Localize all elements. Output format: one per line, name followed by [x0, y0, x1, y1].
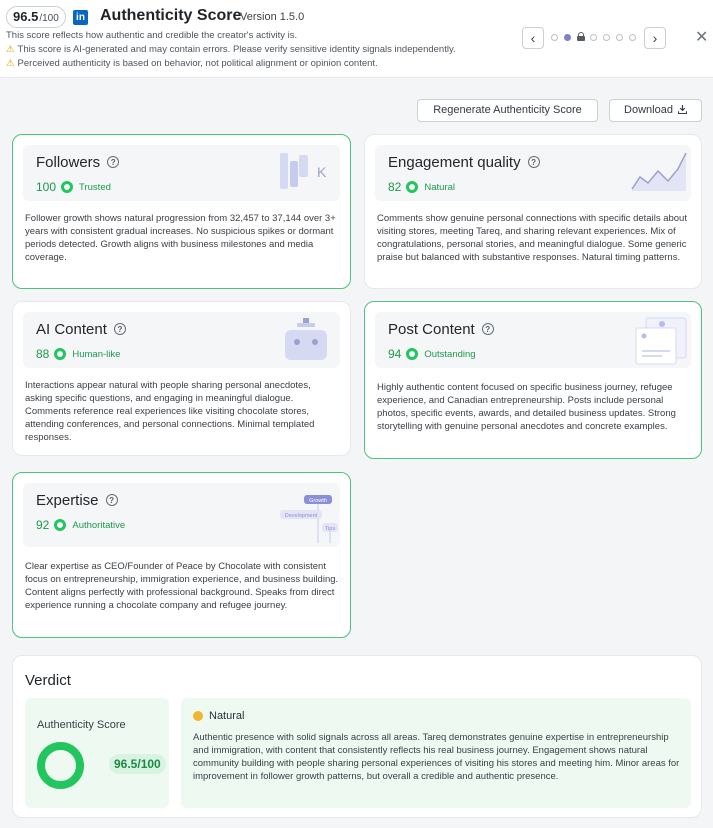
card-title	[36, 492, 118, 509]
score-ring-icon	[61, 181, 73, 193]
card-score-value: 82	[388, 180, 402, 194]
card-title	[36, 321, 126, 338]
card-tag: Authoritative	[72, 519, 126, 531]
card-title-text: AI Content	[36, 321, 107, 338]
pager-dot-active[interactable]	[564, 34, 571, 41]
info-icon[interactable]: ?	[114, 323, 126, 335]
card-ai-content	[12, 301, 351, 456]
mindmap-illustration-icon	[278, 493, 340, 547]
illus-label: Development	[284, 513, 318, 519]
score-suffix: /100	[39, 13, 59, 24]
lock-icon[interactable]	[577, 32, 585, 41]
warning-line-ai	[6, 44, 456, 55]
card-followers	[12, 134, 351, 289]
score-pill	[6, 6, 66, 28]
verdict-score-label: Authenticity Score	[37, 719, 126, 731]
emoji-icon	[193, 711, 203, 721]
card-description: Comments show genuine personal connections with specific details about visiting stores, meeting Tareq, and sharing relevant experiences. Mix of congratulations, personal stories, and meaningful dialogue. Some generic praise but balanced with substantive responses. Natural timing patterns.	[377, 213, 687, 263]
info-icon[interactable]: ?	[482, 323, 494, 335]
card-score	[36, 518, 125, 532]
info-icon[interactable]: ?	[106, 494, 118, 506]
card-description: Highly authentic content focused on specific business journey, refugee experience, and Canadian entrepreneurship. Posts include personal photos, specific events, awards, and detailed business updates. Strong storytelling with genuine personal anecdotes and concrete examples.	[377, 382, 676, 432]
posts-illustration-icon	[630, 314, 690, 366]
card-title-text: Followers	[36, 154, 101, 171]
next-button[interactable]: ›	[644, 27, 666, 49]
card-title	[36, 154, 119, 171]
verdict-section	[12, 655, 702, 818]
followers-illustration-icon	[278, 151, 338, 193]
warning-text: Perceived authenticity is based on behavior, not political alignment or opinion content.	[17, 58, 378, 69]
pager-dot[interactable]	[590, 34, 597, 41]
line-chart-illustration-icon	[630, 149, 690, 193]
pager-dot[interactable]	[551, 34, 558, 41]
warning-icon: ⚠	[6, 58, 15, 69]
verdict-text: Authentic presence with solid signals across all areas. Tareq demonstrates genuine expertise in entrepreneurship and immigration, with content that consistently reflects his real business journey. Engagement shows natural community building with people sharing personal experiences of visiting his stores and meeting him. Minor areas for improvement in follower growth patterns, but overall a credible and authentic presence.	[193, 732, 680, 782]
warning-text: This score is AI-generated and may contain errors. Please verify sensitive identity signals independently.	[17, 44, 456, 55]
illus-letter: K	[317, 164, 327, 180]
verdict-rating-label: Natural	[209, 710, 245, 722]
card-score	[388, 180, 455, 194]
card-score	[388, 347, 476, 361]
verdict-title: Verdict	[25, 672, 71, 689]
illus-label: Tips	[324, 526, 336, 532]
verdict-rating	[193, 710, 244, 722]
page-title: Authenticity Score	[100, 7, 242, 24]
linkedin-icon: in	[73, 10, 88, 25]
card-score-value: 92	[36, 518, 50, 532]
card-title-text: Engagement quality	[388, 154, 521, 171]
card-score-value: 94	[388, 347, 402, 361]
download-button[interactable]	[609, 99, 702, 122]
regenerate-button[interactable]: Regenerate Authenticity Score	[417, 99, 598, 122]
verdict-score: 96.5/100	[109, 754, 166, 774]
score-ring-icon	[37, 742, 84, 789]
pager-dot[interactable]	[616, 34, 623, 41]
card-tag: Outstanding	[424, 348, 476, 360]
warning-line-politics	[6, 58, 378, 69]
card-header	[23, 145, 340, 201]
card-title	[388, 321, 494, 338]
card-description: Follower growth shows natural progression from 32,457 to 37,144 over 3+ years with consistent gradual increases. No suspicious spikes or dormant periods detected. Growth aligns with business milestones and media coverage.	[25, 213, 336, 263]
close-icon[interactable]: ✕	[695, 29, 709, 46]
pager-dot[interactable]	[603, 34, 610, 41]
score-ring-icon	[54, 519, 66, 531]
info-icon[interactable]: ?	[528, 156, 540, 168]
card-expertise	[12, 472, 351, 638]
card-header	[375, 145, 691, 201]
score-value: 96.5	[13, 9, 39, 24]
card-description: Clear expertise as CEO/Founder of Peace by Chocolate with consistent focus on entrepreneurship, immigration experience, and business building. Content aligns perfectly with professional background. Speaks from direct experience running a chocolate company and refugee journey.	[25, 561, 339, 611]
score-ring-icon	[406, 181, 418, 193]
card-post-content	[364, 301, 702, 459]
card-score-value: 100	[36, 180, 57, 194]
info-icon[interactable]: ?	[107, 156, 119, 168]
card-engagement	[364, 134, 702, 289]
warning-icon: ⚠	[6, 44, 15, 55]
header	[0, 0, 713, 78]
card-tag: Natural	[424, 181, 455, 193]
download-label: Download	[624, 104, 673, 116]
verdict-summary-box	[181, 698, 691, 808]
card-description: Interactions appear natural with people sharing personal anecdotes, asking specific questions, and engaging in meaningful dialogue. Comments reference real experiences like visiting chocolate stores, attending conferences, and personal connections. Minimal templated responses.	[25, 380, 315, 443]
version-label: Version 1.5.0	[240, 11, 305, 23]
pager-dot[interactable]	[629, 34, 636, 41]
card-score-value: 88	[36, 347, 50, 361]
card-title-text: Expertise	[36, 492, 99, 509]
card-score	[36, 180, 111, 194]
card-score	[36, 347, 120, 361]
card-header	[375, 312, 691, 368]
download-icon	[678, 105, 687, 114]
score-ring-icon	[54, 348, 66, 360]
prev-button[interactable]: ‹	[522, 27, 544, 49]
card-tag: Trusted	[79, 181, 111, 193]
illus-label: Growth	[309, 498, 327, 504]
info-line: This score reflects how authentic and credible the creator's activity is.	[6, 30, 298, 41]
card-title	[388, 154, 540, 171]
score-ring-icon	[406, 348, 418, 360]
card-header	[23, 483, 340, 547]
card-title-text: Post Content	[388, 321, 475, 338]
card-header	[23, 312, 340, 368]
verdict-score-box	[25, 698, 169, 808]
robot-icon	[281, 316, 331, 362]
card-tag: Human-like	[72, 348, 121, 360]
